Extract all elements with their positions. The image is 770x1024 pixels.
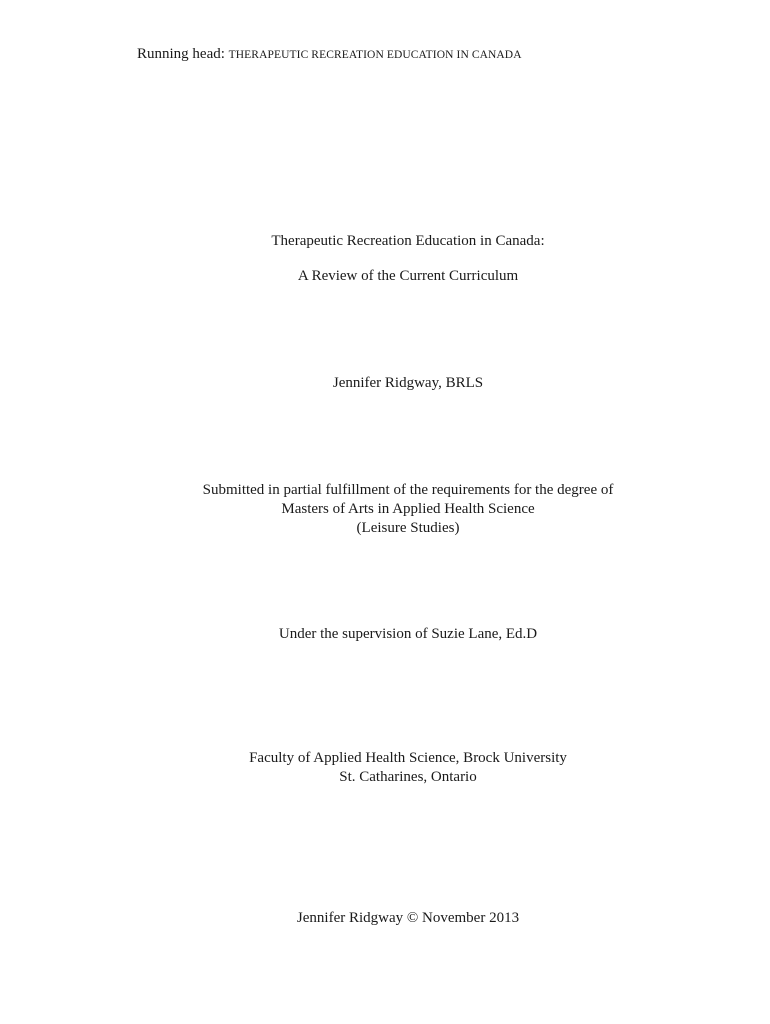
institution-line-1: Faculty of Applied Health Science, Brock University xyxy=(249,750,567,766)
institution-line-2: St. Catharines, Ontario xyxy=(339,769,477,785)
title-line-2: A Review of the Current Curriculum xyxy=(297,268,519,284)
supervision-statement: Under the supervision of Suzie Lane, Ed.D xyxy=(278,626,538,642)
running-head xyxy=(137,46,522,63)
copyright-notice: Jennifer Ridgway © November 2013 xyxy=(296,910,520,926)
submission-line-2: Masters of Arts in Applied Health Science xyxy=(281,501,535,517)
submission-line-3: (Leisure Studies) xyxy=(356,520,460,536)
institution-block xyxy=(0,749,770,787)
author-name: Jennifer Ridgway, BRLS xyxy=(332,375,484,391)
submission-line-1: Submitted in partial fulfillment of the requirements for the degree of xyxy=(202,482,614,498)
running-head-prefix: Running head: xyxy=(137,46,229,62)
submission-statement xyxy=(0,481,770,538)
running-head-title: THERAPEUTIC RECREATION EDUCATION IN CANADA xyxy=(228,49,522,61)
title-line-1: Therapeutic Recreation Education in Canada: xyxy=(271,233,545,249)
